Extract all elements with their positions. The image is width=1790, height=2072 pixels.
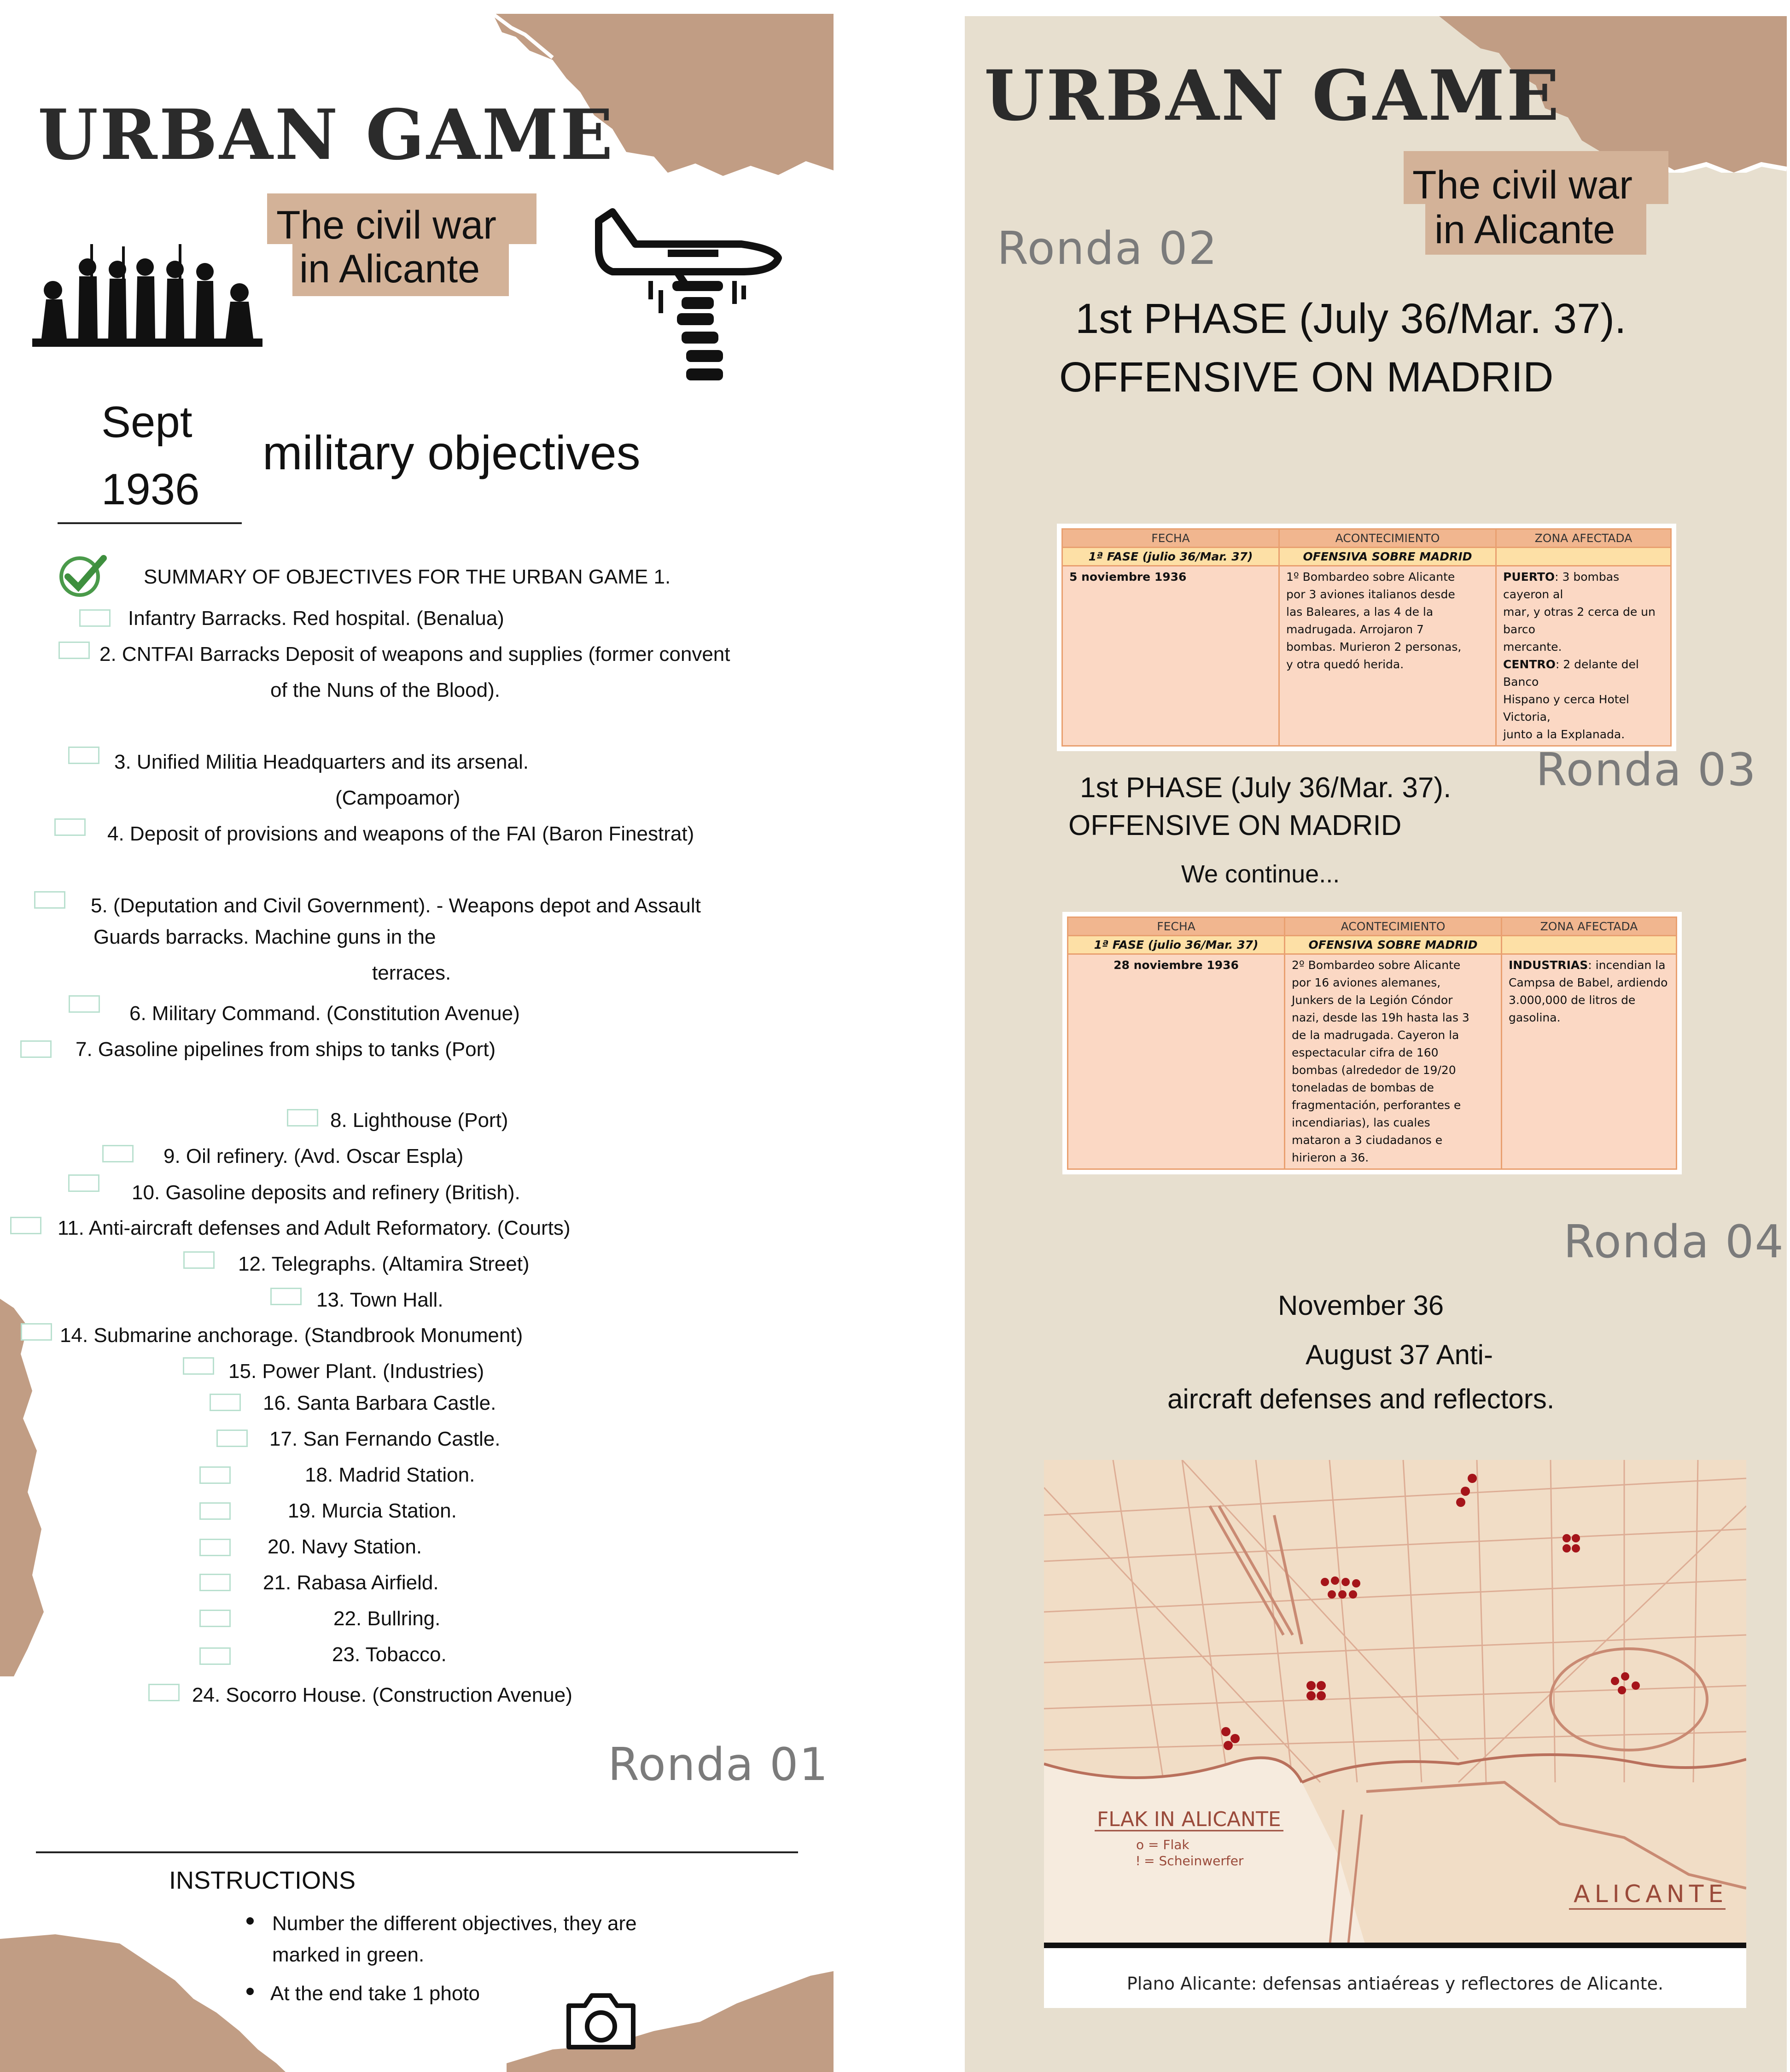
instructions-divider bbox=[36, 1851, 798, 1853]
zone-text: Campsa de Babel, ardiendo bbox=[1509, 976, 1668, 989]
phase-2-subtitle: OFFENSIVE ON MADRID bbox=[1068, 810, 1402, 841]
zone-cell bbox=[1496, 566, 1671, 746]
soldiers-silhouette-icon bbox=[32, 239, 262, 350]
phase-2-title: 1st PHASE (July 36/Mar. 37). bbox=[1080, 772, 1452, 804]
objective-checkbox[interactable] bbox=[58, 642, 90, 659]
instruction-1-line2: marked in green. bbox=[272, 1944, 425, 1966]
objective-14: 14. Submarine anchorage. (Standbrook Monument) bbox=[60, 1324, 523, 1347]
event-line: 2º Bombardeo sobre Alicante bbox=[1292, 958, 1461, 972]
event-line: hirieron a 36. bbox=[1292, 1151, 1369, 1164]
poster-title: URBAN GAME bbox=[984, 55, 1561, 136]
objective-checkbox[interactable] bbox=[148, 1684, 180, 1701]
round-4-line-2: August 37 Anti- bbox=[1306, 1339, 1493, 1370]
zone-text: mercante. bbox=[1503, 640, 1562, 654]
events-table-2 bbox=[1062, 912, 1682, 1174]
tag-line-1: The civil war bbox=[276, 203, 496, 247]
objective-18: 18. Madrid Station. bbox=[305, 1464, 475, 1486]
event-line: por 16 aviones alemanes, bbox=[1292, 976, 1441, 989]
objective-20: 20. Navy Station. bbox=[268, 1535, 422, 1558]
phase-cell: 1ª FASE (julio 36/Mar. 37) bbox=[1068, 936, 1285, 954]
map-legend-flak: o = Flak bbox=[1136, 1837, 1189, 1852]
map-city-label: ALICANTE bbox=[1574, 1880, 1728, 1908]
phase-1-subtitle: OFFENSIVE ON MADRID bbox=[1059, 354, 1554, 401]
objective-3: 3. Unified Militia Headquarters and its arsenal. bbox=[114, 751, 529, 773]
subtitle: military objectives bbox=[262, 426, 641, 480]
map-flak-label: FLAK IN ALICANTE bbox=[1097, 1808, 1281, 1831]
col-header-zone: ZONA AFECTADA bbox=[1502, 917, 1677, 936]
event-line: nazi, desde las 19h hasta las 3 bbox=[1292, 1011, 1469, 1024]
objective-3-cont: (Campoamor) bbox=[335, 787, 461, 809]
objective-21: 21. Rabasa Airfield. bbox=[263, 1571, 439, 1594]
zone-text: Hispano y cerca Hotel Victoria, bbox=[1503, 693, 1629, 724]
objective-checkbox[interactable] bbox=[183, 1251, 215, 1269]
event-line: las Baleares, a las 4 de la bbox=[1286, 605, 1434, 619]
col-header-zone: ZONA AFECTADA bbox=[1496, 529, 1671, 548]
objective-checkbox[interactable] bbox=[287, 1109, 318, 1126]
event-cell bbox=[1285, 954, 1502, 1169]
date-cell: 5 noviembre 1936 bbox=[1062, 566, 1279, 746]
event-line: bombas. Murieron 2 personas, bbox=[1286, 640, 1462, 654]
event-line: fragmentación, perforantes e bbox=[1292, 1098, 1461, 1112]
objective-checkbox[interactable] bbox=[216, 1430, 248, 1447]
col-header-date: FECHA bbox=[1062, 529, 1279, 548]
left-poster bbox=[0, 0, 834, 2072]
objective-checkbox[interactable] bbox=[68, 747, 99, 764]
event-line: 1º Bombardeo sobre Alicante bbox=[1286, 570, 1455, 584]
ronda-01-label: Ronda 01 bbox=[608, 1739, 829, 1791]
objective-1: Infantry Barracks. Red hospital. (Benalua) bbox=[128, 607, 504, 630]
date-month: Sept bbox=[101, 397, 192, 447]
event-line: toneladas de bombas de bbox=[1292, 1081, 1434, 1094]
zone-text: : incendian la bbox=[1588, 958, 1666, 972]
objective-2-cont: of the Nuns of the Blood). bbox=[270, 679, 500, 701]
objective-checkbox[interactable] bbox=[199, 1610, 231, 1627]
round-4-line-3: aircraft defenses and reflectors. bbox=[1167, 1383, 1555, 1414]
objective-checkbox[interactable] bbox=[199, 1574, 231, 1591]
objective-checkbox[interactable] bbox=[20, 1040, 52, 1058]
objective-checkbox[interactable] bbox=[199, 1466, 231, 1484]
empty-cell bbox=[1496, 548, 1671, 566]
objective-checkbox[interactable] bbox=[54, 818, 86, 836]
continue-text: We continue... bbox=[1181, 860, 1340, 888]
tag-line-2: in Alicante bbox=[1434, 208, 1615, 252]
objective-checkbox[interactable] bbox=[199, 1539, 231, 1556]
objective-9: 9. Oil refinery. (Avd. Oscar Espla) bbox=[163, 1145, 464, 1167]
round-4-line-1: November 36 bbox=[1278, 1290, 1444, 1321]
tag-line-1: The civil war bbox=[1412, 163, 1633, 207]
zone-cell bbox=[1502, 954, 1677, 1169]
objective-24: 24. Socorro House. (Construction Avenue) bbox=[192, 1684, 572, 1706]
objective-13: 13. Town Hall. bbox=[316, 1289, 443, 1311]
camera-icon bbox=[564, 1992, 638, 2052]
zone-bold: INDUSTRIAS bbox=[1509, 958, 1588, 972]
objective-11: 11. Anti-aircraft defenses and Adult Reformatory. (Courts) bbox=[58, 1217, 571, 1239]
event-line: y otra quedó herida. bbox=[1286, 658, 1404, 671]
objective-5-cont2: terraces. bbox=[372, 962, 451, 984]
flak-map-frame bbox=[1044, 1460, 1746, 2008]
event-cell bbox=[1279, 566, 1496, 746]
event-line: bombas (alrededor de 19/20 bbox=[1292, 1063, 1456, 1077]
objective-5-cont: Guards barracks. Machine guns in the bbox=[93, 926, 436, 948]
objective-checkbox[interactable] bbox=[34, 891, 65, 909]
objective-checkbox[interactable] bbox=[199, 1647, 231, 1665]
phase-1-title: 1st PHASE (July 36/Mar. 37). bbox=[1075, 295, 1627, 342]
objective-10: 10. Gasoline deposits and refinery (British). bbox=[132, 1181, 520, 1204]
event-line: de la madrugada. Cayeron la bbox=[1292, 1028, 1459, 1042]
objective-checkbox[interactable] bbox=[21, 1323, 52, 1341]
objective-12: 12. Telegraphs. (Altamira Street) bbox=[238, 1253, 530, 1275]
alicante-map bbox=[1044, 1460, 1746, 1948]
zone-text: junto a la Explanada. bbox=[1503, 728, 1625, 741]
objective-checkbox[interactable] bbox=[69, 995, 100, 1013]
objective-22: 22. Bullring. bbox=[333, 1607, 441, 1630]
zone-text: : 2 delante del Banco bbox=[1503, 658, 1639, 689]
objective-23: 23. Tobacco. bbox=[332, 1643, 447, 1666]
event-line: madrugada. Arrojaron 7 bbox=[1286, 623, 1424, 636]
instruction-2: At the end take 1 photo bbox=[270, 1982, 480, 2005]
objective-15: 15. Power Plant. (Industries) bbox=[228, 1360, 484, 1383]
checkmark-icon bbox=[58, 553, 108, 599]
right-poster bbox=[965, 16, 1787, 2072]
bullet-dot bbox=[246, 1917, 254, 1925]
objective-5: 5. (Deputation and Civil Government). - Weapons depot and Assault bbox=[91, 894, 701, 917]
objective-checkbox[interactable] bbox=[183, 1357, 214, 1375]
objective-8: 8. Lighthouse (Port) bbox=[330, 1109, 508, 1132]
date-divider bbox=[58, 522, 242, 524]
objective-checkbox[interactable] bbox=[68, 1174, 99, 1192]
objective-16: 16. Santa Barbara Castle. bbox=[263, 1392, 496, 1414]
zone-bold: PUERTO bbox=[1503, 570, 1555, 584]
bullet-dot bbox=[246, 1988, 254, 1995]
instructions-title: INSTRUCTIONS bbox=[169, 1867, 356, 1894]
zone-text: 3.000,000 de litros de gasolina. bbox=[1509, 993, 1636, 1024]
ronda-02-label: Ronda 02 bbox=[997, 222, 1218, 275]
objective-7: 7. Gasoline pipelines from ships to tanks (Port) bbox=[76, 1038, 496, 1061]
empty-cell bbox=[1502, 936, 1677, 954]
objective-checkbox[interactable] bbox=[199, 1502, 231, 1520]
poster-title: URBAN GAME bbox=[38, 94, 615, 175]
zone-text: mar, y otras 2 cerca de un barco bbox=[1503, 605, 1656, 636]
objective-checkbox[interactable] bbox=[79, 609, 111, 627]
zone-bold: CENTRO bbox=[1503, 658, 1556, 671]
event-line: por 3 aviones italianos desde bbox=[1286, 588, 1455, 601]
objective-6: 6. Military Command. (Constitution Avenue) bbox=[129, 1002, 520, 1025]
col-header-date: FECHA bbox=[1068, 917, 1285, 936]
event-line: espectacular cifra de 160 bbox=[1292, 1046, 1439, 1059]
objective-checkbox[interactable] bbox=[270, 1288, 302, 1305]
date-year: 1936 bbox=[101, 465, 200, 514]
col-header-event: ACONTECIMIENTO bbox=[1279, 529, 1496, 548]
map-caption: Plano Alicante: defensas antiaéreas y reflectores de Alicante. bbox=[1126, 1973, 1664, 1994]
ronda-03-label: Ronda 03 bbox=[1536, 744, 1757, 796]
events-table-1 bbox=[1057, 524, 1676, 751]
offensive-cell: OFENSIVA SOBRE MADRID bbox=[1285, 936, 1502, 954]
ronda-04-label: Ronda 04 bbox=[1563, 1216, 1784, 1268]
event-line: incendiarias), las cuales bbox=[1292, 1116, 1430, 1129]
objective-17: 17. San Fernando Castle. bbox=[269, 1428, 501, 1450]
summary-heading: SUMMARY OF OBJECTIVES FOR THE URBAN GAME 1. bbox=[144, 566, 671, 588]
event-line: mataron a 3 ciudadanos e bbox=[1292, 1133, 1443, 1147]
phase-cell: 1ª FASE (julio 36/Mar. 37) bbox=[1062, 548, 1279, 566]
objective-19: 19. Murcia Station. bbox=[288, 1500, 457, 1522]
zone-text: : 3 bombas cayeron al bbox=[1503, 570, 1620, 601]
torn-paper-left bbox=[0, 1299, 55, 1676]
objective-2: 2. CNTFAI Barracks Deposit of weapons and supplies (former convent bbox=[99, 643, 730, 665]
col-header-event: ACONTECIMIENTO bbox=[1285, 917, 1502, 936]
map-legend-reflector: ǃ = Scheinwerfer bbox=[1136, 1853, 1244, 1868]
bomber-plane-icon bbox=[594, 198, 787, 391]
event-line: Junkers de la Legión Cóndor bbox=[1292, 993, 1453, 1007]
objective-checkbox[interactable] bbox=[210, 1394, 241, 1411]
objective-4: 4. Deposit of provisions and weapons of the FAI (Baron Finestrat) bbox=[107, 823, 694, 845]
objective-checkbox[interactable] bbox=[10, 1217, 41, 1234]
date-cell: 28 noviembre 1936 bbox=[1068, 954, 1285, 1169]
instruction-1-line1: Number the different objectives, they are bbox=[272, 1912, 637, 1935]
offensive-cell: OFENSIVA SOBRE MADRID bbox=[1279, 548, 1496, 566]
tag-line-2: in Alicante bbox=[299, 247, 480, 291]
objective-checkbox[interactable] bbox=[102, 1145, 134, 1162]
